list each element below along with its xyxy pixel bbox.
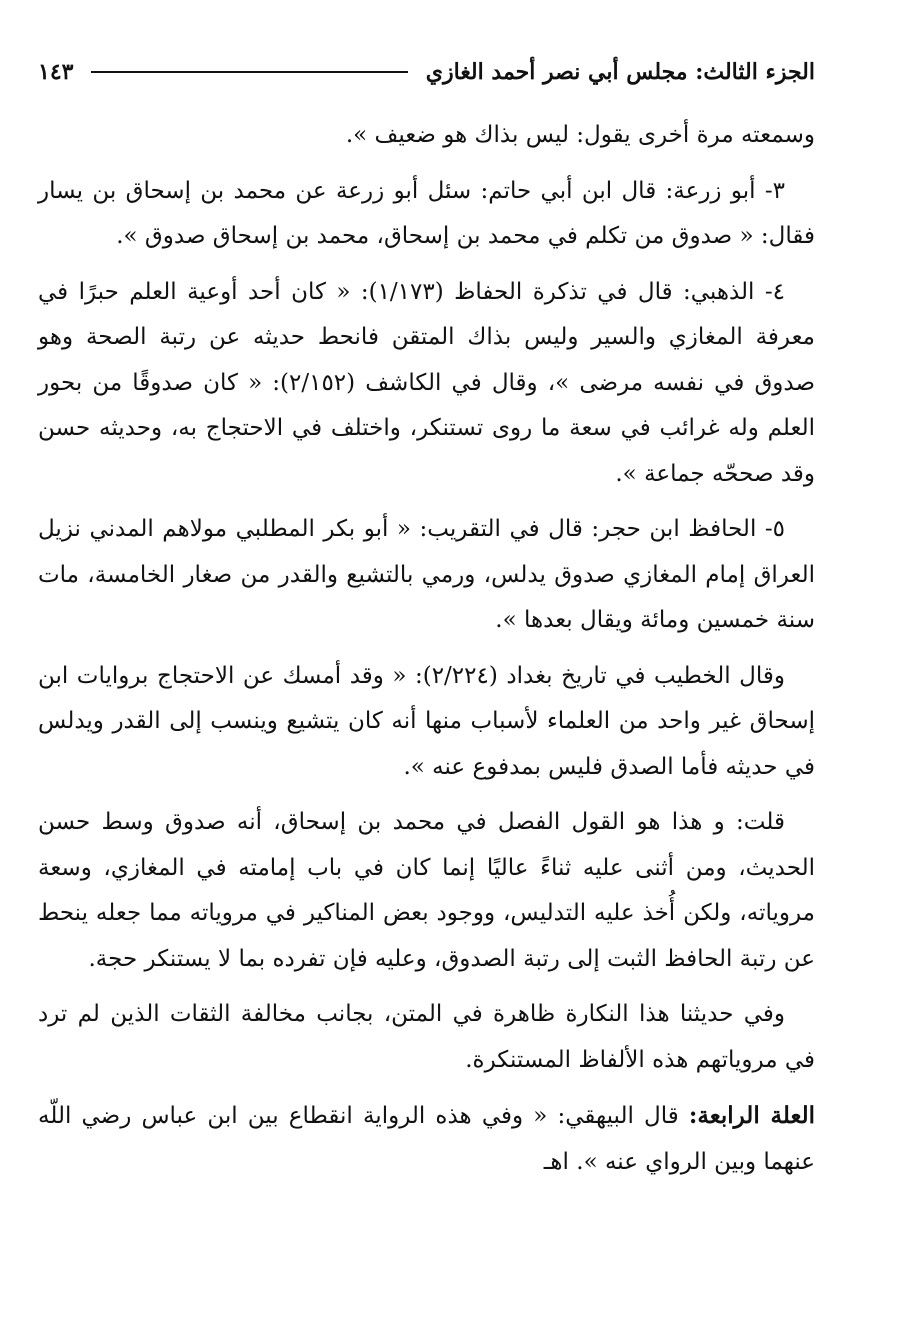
body-text: [38, 113, 815, 1195]
header-rule: [91, 71, 407, 73]
paragraph-1: وسمعته مرة أخرى يقول: ليس بذاك هو ضعيف ».: [345, 122, 815, 148]
paragraph-3: ٤- الذهبي: قال في تذكرة الحفاظ (١/١٧٣): « كان أحد أوعية العلم حبرًا في معرفة المغازي والسير وليس بذاك المتقن فانحط حديثه عن رتبة الصحة وهو صدوق في نفسه مرضى »، وقال في الكاشف (٢/١٥٢): « كان صدوقًا من بحور العلم وله غرائب في سعة ما روى تستنكر، واختلف في الاحتجاج به، وحديثه حسن وقد صححّه جماعة ».: [38, 278, 815, 487]
paragraph-8: [38, 1093, 815, 1185]
paragraph-2: ٣- أبو زرعة: قال ابن أبي حاتم: سئل أبو زرعة عن محمد بن إسحاق بن يسار فقال: « صدوق من تكلم في محمد بن إسحاق، محمد بن إسحاق صدوق ».: [38, 177, 815, 249]
paragraph-4: ٥- الحافظ ابن حجر: قال في التقريب: « أبو بكر المطلبي مولاهم المدني نزيل العراق إمام المغازي صدوق يدلس، ورمي بالتشيع والقدر من صغار الخامسة، مات سنة خمسين ومائة ويقال بعدها ».: [38, 516, 815, 633]
header-title: الجزء الثالث: مجلس أبي نصر أحمد الغازي: [425, 59, 815, 85]
paragraph-6: قلت: و هذا هو القول الفصل في محمد بن إسحاق، أنه صدوق وسط حسن الحديث، ومن أثنى عليه ثناءً عاليًا إنما كان في باب إمامته في المغازي، وسعة مروياته، ولكن أُخذ عليه التدليس، ووجود بعض المناكير في مروياته مما جعله ينحط عن رتبة الحافظ الثبت إلى رتبة الصدوق، وعليه فإن تفرده بما لا يستنكر حجة.: [38, 809, 815, 972]
fourth-defect-text: قال البيهقي: « وفي هذه الرواية انقطاع بين ابن عباس رضي اللّه عنهما وبين الرواي عنه ». اهـ: [38, 1103, 815, 1175]
fourth-defect-heading: العلة الرابعة:: [688, 1102, 815, 1129]
page-number: ١٤٣: [38, 59, 74, 85]
paragraph-7: وفي حديثنا هذا النكارة ظاهرة في المتن، بجانب مخالفة الثقات الذين لم ترد في مروياتهم هذه الألفاظ المستنكرة.: [38, 1001, 815, 1073]
running-header: [38, 48, 815, 96]
paragraph-5: وقال الخطيب في تاريخ بغداد (٢/٢٢٤): « وقد أمسك عن الاحتجاج بروايات ابن إسحاق غير واحد من العلماء لأسباب منها أنه كان يتشيع وينسب إلى القدر ويدلس في حديثه فأما الصدق فليس بمدفوع عنه ».: [38, 662, 815, 780]
